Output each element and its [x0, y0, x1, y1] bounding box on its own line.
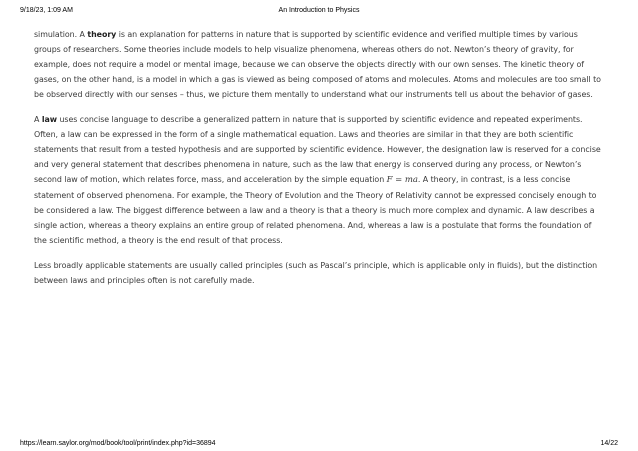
term-law: law [41, 115, 57, 124]
print-datetime: 9/18/23, 1:09 AM [20, 7, 73, 14]
paragraph-text: . A theory, in contrast, is a less concise statement of observed phenomena. For example, the Theory of Evolution and the Theory of Relativity cannot be expressed concisely enough to be considered a law. The biggest difference between a law and a theory is that a theory is much more complex and dynamic. A law describes a single action, whereas a theory explains an entire group of related phenomena. And, whereas a law is a postulate that forms the foundation of the scientific method, a theory is the end result of that process. [34, 175, 597, 245]
paragraph-principles [34, 258, 606, 288]
print-title: An Introduction to Physics [278, 7, 360, 14]
page-number: 14/22 [600, 440, 618, 447]
paragraph-text: A [34, 115, 42, 124]
paragraph-text: Less broadly applicable statements are usually called principles (such as Pascal’s principle, which is applicable only in fluids), but the distinction between laws and principles often is not carefully made. [34, 261, 598, 285]
page-content [34, 27, 606, 298]
paragraph-text: is an explanation for patterns in nature that is supported by scientific evidence and verified multiple times by various groups of researchers. Some theories include models to help visualize phenomena, whereas others do not. Newton’s theory of gravity, for example, does not require a model or mental image, because we can observe the objects directly with our own senses. The kinetic theory of gases, on the other hand, is a model in which a gas is viewed as being composed of atoms and molecules. Atoms and molecules are too small to be observed directly with our senses – thus, we picture them mentally to understand what our instruments tell us about the behavior of gases. [34, 30, 601, 99]
term-theory: theory [87, 30, 117, 39]
paragraph-law [34, 112, 606, 248]
paragraph-text: simulation. A [34, 30, 88, 39]
paragraph-theory [34, 27, 606, 102]
equation-force: F = ma [386, 175, 418, 185]
paragraph-text: uses concise language to describe a generalized pattern in nature that is supported by scientific evidence and repeated experiments. Often, a law can be expressed in the form of a single mathematical equation. Laws and theories are similar in that they are both scientific statements that result from a tested hypothesis and are supported by scientific evidence. However, the designation law is reserved for a concise and very general statement that describes phenomena in nature, such as the law that energy is conserved during any process, or Newton’s second law of motion, which relates force, mass, and acceleration by the simple equation [34, 115, 601, 184]
print-url: https://learn.saylor.org/mod/book/tool/print/index.php?id=36894 [20, 440, 216, 447]
